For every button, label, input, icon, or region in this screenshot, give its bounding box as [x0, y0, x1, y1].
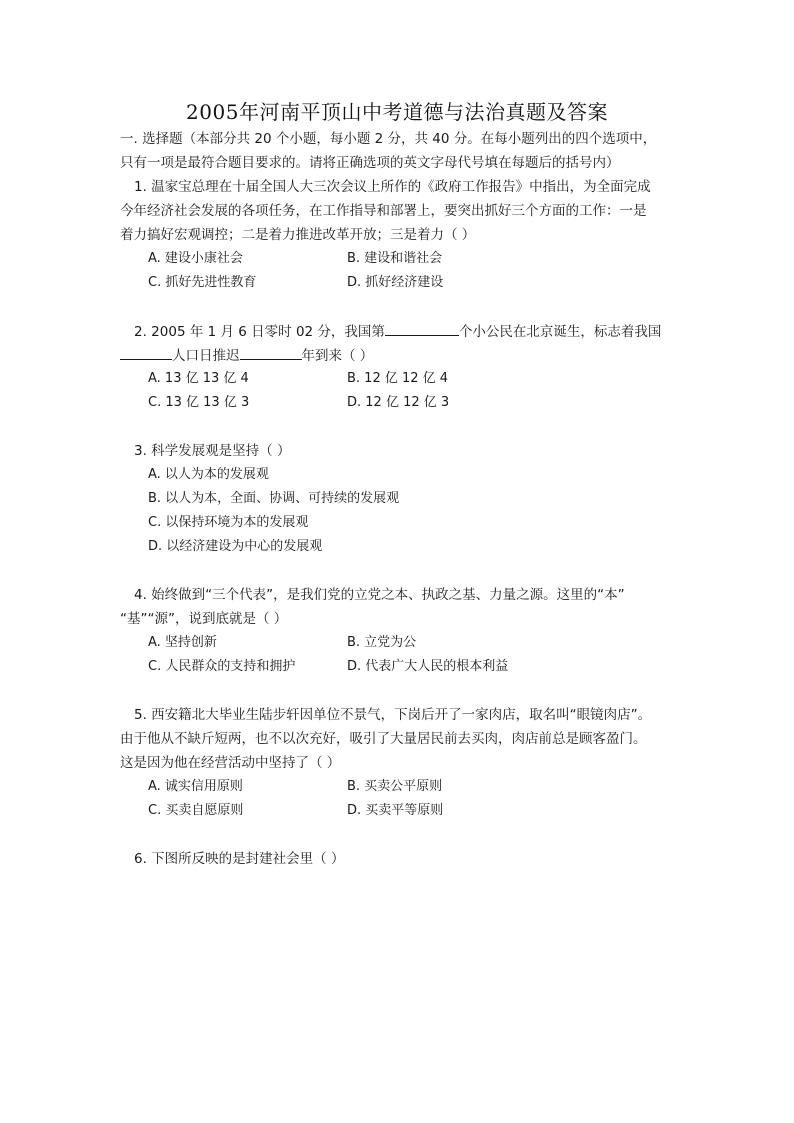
q3-option-a: A. 以人为本的发展观 — [148, 467, 269, 482]
q1-option-a: A. 建设小康社会 — [148, 251, 243, 266]
q6-line-1: 6. 下图所反映的是封建社会里（ ） — [134, 851, 345, 867]
q5-line-2: 由于他从不缺斤短两，也不以次充好，吸引了大量居民前去买肉，肉店前总是顾客盈门。 — [120, 731, 647, 747]
q2-line-2-text-a: 人口日推迟 — [172, 348, 240, 364]
q4-line-2: “基”“源”，说到底就是（ ） — [120, 611, 288, 627]
q1-option-b: B. 建设和谐社会 — [347, 251, 443, 266]
q5-option-c: C. 买卖自愿原则 — [148, 803, 244, 818]
q5-option-b: B. 买卖公平原则 — [347, 779, 443, 794]
q5-option-d: D. 买卖平等原则 — [347, 803, 444, 818]
q2-line-2 — [120, 345, 373, 366]
q4-option-d: D. 代表广大人民的根本利益 — [347, 659, 509, 674]
q2-blank-1 — [385, 321, 459, 336]
q2-option-a: A. 13 亿 13 亿 4 — [148, 371, 249, 386]
section-header-line-2: 只有一项是最符合题目要求的。请将正确选项的英文字母代号填在每题后的括号内） — [120, 155, 620, 171]
q1-line-3: 着力搞好宏观调控；二是着力推进改革开放；三是着力（ ） — [120, 227, 476, 243]
q4-option-b: B. 立党为公 — [347, 635, 417, 650]
q3-option-c: C. 以保持环境为本的发展观 — [148, 515, 309, 530]
q2-line-1 — [134, 321, 661, 342]
q5-option-a: A. 诚实信用原则 — [148, 779, 243, 794]
q2-blank-3 — [240, 345, 302, 360]
q5-line-1: 5. 西安籍北大毕业生陆步轩因单位不景气，下岗后开了一家肉店，取名叫“眼镜肉店”。 — [134, 707, 652, 723]
q2-line-1-text-b: 个小公民在北京诞生，标志着我国 — [458, 324, 662, 340]
page-title: 2005年河南平顶山中考道德与法治真题及答案 — [186, 100, 608, 124]
q4-line-1: 4. 始终做到“三个代表”，是我们党的立党之本、执政之基、力量之源。这里的“本” — [134, 587, 625, 603]
q4-option-a: A. 坚持创新 — [148, 635, 217, 650]
q5-line-3: 这是因为他在经营活动中坚持了（ ） — [120, 755, 341, 771]
section-header-line-1: 一. 选择题（本部分共 20 个小题，每小题 2 分，共 40 分。在每小题列出的四个选项中， — [120, 131, 657, 147]
q1-line-2: 今年经济社会发展的各项任务，在工作指导和部署上，要突出抓好三个方面的工作：一是 — [120, 203, 647, 219]
q2-blank-2 — [120, 345, 172, 360]
q1-line-1: 1. 温家宝总理在十届全国人大三次会议上所作的《政府工作报告》中指出，为全面完成 — [134, 179, 651, 195]
q3-line-1: 3. 科学发展观是坚持（ ） — [134, 443, 291, 459]
q2-option-b: B. 12 亿 12 亿 4 — [347, 371, 449, 386]
q2-line-1-text-a: 2. 2005 年 1 月 6 日零时 02 分，我国第 — [134, 324, 385, 340]
q2-line-2-text-b: 年到来（ ） — [301, 348, 374, 364]
q3-option-d: D. 以经济建设为中心的发展观 — [148, 539, 323, 554]
q3-option-b: B. 以人为本，全面、协调、可持续的发展观 — [148, 491, 400, 506]
q1-option-c: C. 抓好先进性教育 — [148, 275, 257, 290]
q4-option-c: C. 人民群众的支持和拥护 — [148, 659, 296, 674]
q2-option-c: C. 13 亿 13 亿 3 — [148, 395, 250, 410]
q1-option-d: D. 抓好经济建设 — [347, 275, 444, 290]
q2-option-d: D. 12 亿 12 亿 3 — [347, 395, 450, 410]
